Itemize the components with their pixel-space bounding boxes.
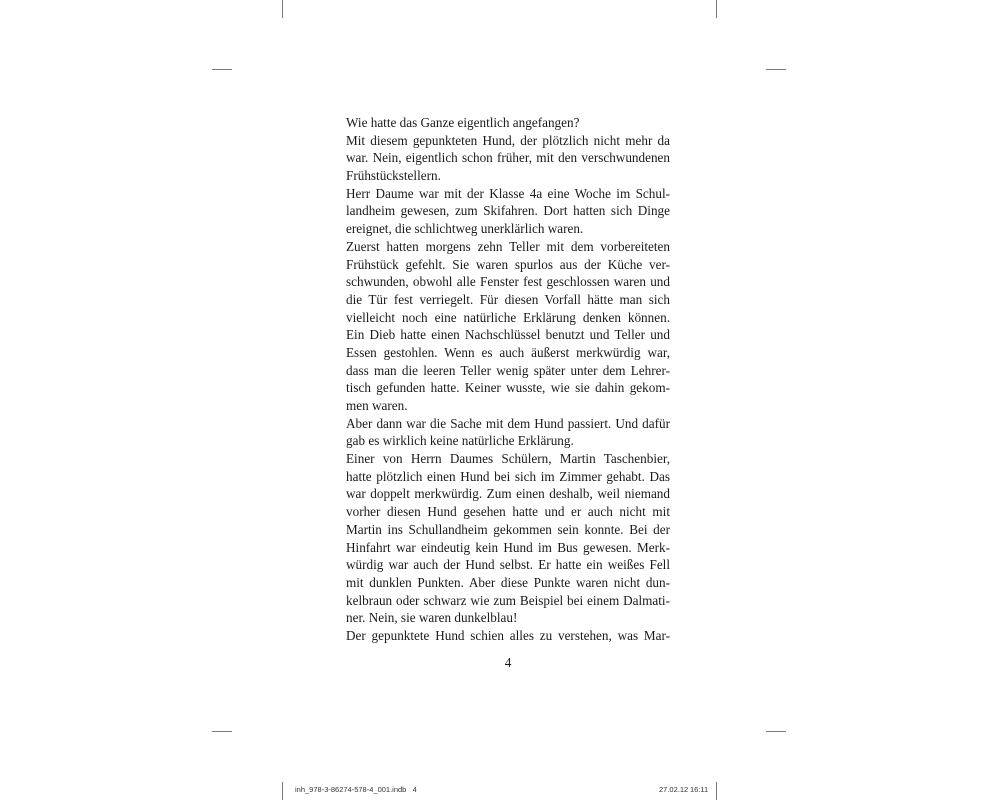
- text-line: kelbraun oder schwarz wie zum Beispiel bei einem Dalmati-: [346, 592, 670, 608]
- text-line: Frühstück gefehlt. Sie waren spurlos aus der Küche ver-: [346, 256, 670, 272]
- text-line: tisch gefunden hatte. Keiner wusste, wie sie dahin gekom-: [346, 380, 670, 396]
- text-line: schwunden, obwohl alle Fenster fest geschlossen waren und: [346, 274, 670, 290]
- text-line: Essen gestohlen. Wenn es auch äußerst merkwürdig war,: [346, 344, 670, 360]
- slug-time: 16:11: [690, 785, 709, 794]
- text-line: vorher diesen Hund gesehen hatte und er auch nicht mit: [346, 504, 670, 520]
- crop-mark-left-lower: [212, 731, 232, 732]
- text-line: vielleicht noch eine natürliche Erklärung denken können.: [346, 309, 670, 325]
- slug-date: 27.02.12: [659, 785, 689, 794]
- text-line: hatte plötzlich einen Hund bei sich im Zimmer gehabt. Das: [346, 468, 670, 484]
- text-line: Martin ins Schullandheim gekommen sein konnte. Bei der: [346, 521, 670, 537]
- text-line: würdig war auch der Hund selbst. Er hatte ein weißes Fell: [346, 557, 670, 573]
- text-line: Frühstückstellern.: [346, 168, 441, 184]
- text-line: Mit diesem gepunkteten Hund, der plötzlich nicht mehr da: [346, 132, 670, 148]
- text-line: war doppelt merkwürdig. Zum einen deshalb, weil niemand: [346, 486, 670, 502]
- text-line: men waren.: [346, 398, 408, 413]
- text-line: Ein Dieb hatte einen Nachschlüssel benutzt und Teller und: [346, 327, 670, 343]
- text-line: ereignet, die schlichtweg unerklärlich waren.: [346, 221, 584, 237]
- text-line: mit dunklen Punkten. Aber diese Punkte waren nicht dun-: [346, 574, 670, 590]
- text-line: Herr Daume war mit der Klasse 4a eine Woche im Schul-: [346, 185, 670, 201]
- text-line: Einer von Herrn Daumes Schülern, Martin Taschenbier,: [346, 451, 670, 467]
- text-line: Zuerst hatten morgens zehn Teller mit dem vorbereiteten: [346, 238, 670, 254]
- slug-filename: inh_978-3-86274-578-4_001.indb 4: [295, 785, 417, 794]
- text-line: Wie hatte das Ganze eigentlich angefangen?: [346, 115, 580, 130]
- crop-mark-left-upper: [212, 69, 232, 70]
- text-line: dass man die leeren Teller wenig später unter dem Lehrer-: [346, 362, 670, 378]
- crop-mark-right-upper: [766, 69, 786, 70]
- text-line: die Tür fest verriegelt. Für diesen Vorfall hätte man sich: [346, 291, 670, 307]
- crop-mark-top-right: [716, 0, 717, 18]
- crop-mark-bottom-right: [716, 782, 717, 800]
- text-line: Aber dann war die Sache mit dem Hund passiert. Und dafür: [346, 415, 670, 431]
- text-line: ner. Nein, sie waren dunkelblau!: [346, 610, 518, 626]
- crop-mark-top-left: [282, 0, 283, 18]
- text-line: Der gepunktete Hund schien alles zu verstehen, was Mar-: [346, 627, 670, 643]
- text-line: gab es wirklich keine natürliche Erklärung.: [346, 433, 574, 449]
- page-number: 4: [504, 655, 512, 670]
- text-line: war. Nein, eigentlich schon früher, mit den verschwundenen: [346, 150, 670, 166]
- crop-mark-bottom-left: [282, 782, 283, 800]
- text-line: landheim gewesen, zum Skifahren. Dort hatten sich Dinge: [346, 203, 670, 219]
- crop-mark-right-lower: [766, 731, 786, 732]
- body-text: [346, 114, 670, 645]
- text-line: Hinfahrt war eindeutig kein Hund im Bus gewesen. Merk-: [346, 539, 670, 555]
